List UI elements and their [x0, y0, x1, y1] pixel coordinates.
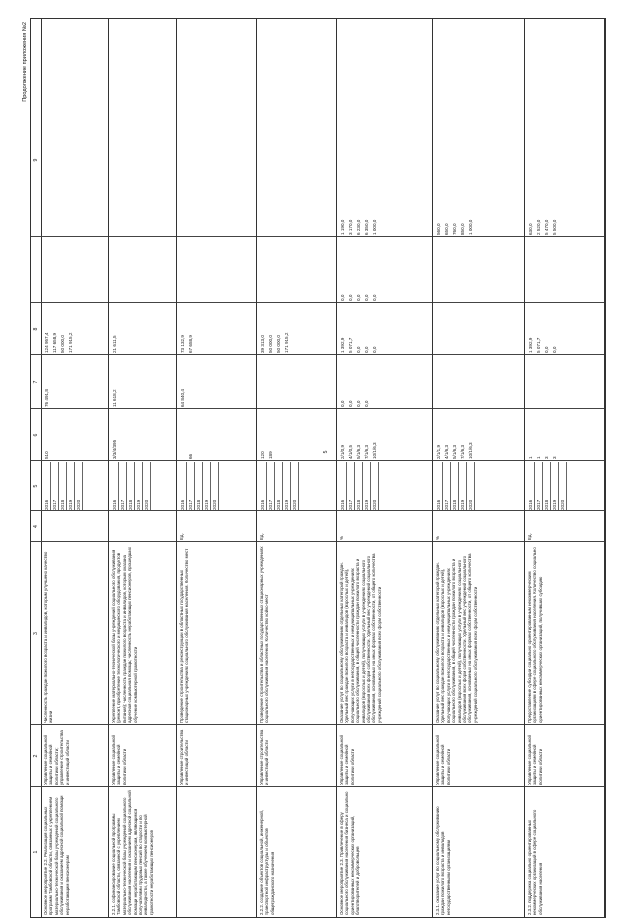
event-cell: Основное мероприятие 2.3. Привлечение в сферу социального обслуживания населения бизнеса и социально ориентированных некоммерческих организаций, благотворителей и добровольцев: [339, 791, 361, 915]
value-cell: [195, 19, 203, 235]
value-cell: [459, 239, 467, 301]
value-cell: 0,0: [544, 346, 549, 353]
year-cell: 2016: [339, 462, 347, 510]
value-cell: [43, 19, 51, 235]
value-cell: [535, 239, 543, 301]
value-cell: [127, 239, 135, 301]
value-cell: [195, 411, 203, 459]
value-cell: [467, 305, 475, 353]
value-cell: [135, 305, 143, 353]
executor-cell: Управление социальной защиты и семейной политики области: [527, 735, 543, 785]
value-cell: 0,0: [364, 400, 369, 407]
value-cell: [535, 357, 543, 407]
value-cell: [275, 357, 283, 407]
value-cell: 1 000,0: [468, 219, 473, 235]
value-cell: 189: [268, 451, 273, 459]
value-cell: 560,0: [436, 223, 441, 235]
value-cell: [443, 305, 451, 353]
value-cell: [195, 305, 203, 353]
value-cell: [119, 239, 127, 301]
value-cell: [143, 357, 151, 407]
indicator-cell: Оказание услуг по социальному обслуживанию отдельных категорий граждан. Удельный вес граждан пожилого возраста и инвалидов (взрослых и детей), получающих услуги в негосударственных и немуниципальных учреждениях социального обслуживания, в общей численности граждан пожилого возраста и инвалидов (взрослых и детей), получающих услуги в учреждениях социального обслуживания всех форм собственности. Удельный вес учреждений социального обслуживания, основанных на иных формах собственности, от общего количества учреждений социального обслуживания всех форм собственности: [339, 553, 382, 723]
value-cell: [59, 357, 67, 407]
page-number: 5: [323, 450, 329, 454]
value-cell: [203, 411, 211, 459]
value-cell: [143, 239, 151, 301]
event-cell: 2.2.1. софинансирование социальной программы Тамбовской области, связанной с укреплением материально-технической базы учреждений социального обслуживания населения и оказанием адресной социальной помощи неработающим пенсионерам, являющимся получателями трудовых пенсий по старости и по инвалидности, а также обучением компьютерной грамотности неработающих пенсионеров: [111, 790, 154, 915]
value-cell: 3: [544, 456, 549, 459]
value-cell: 64 840,4: [180, 389, 185, 407]
executor-cell: Управление социальной защиты и семейной политики области: [111, 735, 127, 785]
value-cell: [143, 305, 151, 353]
value-cell: [267, 19, 275, 235]
value-cell: [59, 239, 67, 301]
value-cell: [195, 239, 203, 301]
value-cell: 7/1/6,3: [460, 444, 465, 459]
value-cell: [291, 19, 299, 235]
value-cell: [119, 305, 127, 353]
header-cell: 2: [33, 754, 39, 758]
value-cell: 0,0: [340, 294, 345, 301]
value-cell: 4/1/6,3: [444, 444, 449, 459]
value-cell: 0,0: [372, 294, 377, 301]
value-cell: 0,0: [356, 346, 361, 353]
year-cell: 2017: [51, 462, 59, 510]
value-cell: [75, 239, 83, 301]
value-cell: [275, 411, 283, 459]
value-cell: [187, 19, 195, 235]
value-cell: 171 915,2: [68, 332, 73, 353]
value-cell: [559, 357, 567, 407]
table-block: [337, 19, 433, 917]
year-cell: 2017: [347, 462, 355, 510]
value-cell: 0,0: [364, 346, 369, 353]
header-cell: 4: [33, 525, 39, 528]
year-cell: 2018: [451, 462, 459, 510]
value-cell: [135, 19, 143, 235]
value-cell: 50 000,0: [60, 335, 65, 353]
value-cell: 1 000,0: [372, 219, 377, 235]
value-cell: [143, 19, 151, 235]
year-cell: 2019: [551, 462, 559, 510]
year-cell: 2020: [291, 462, 299, 510]
table-block: [525, 19, 605, 917]
value-cell: 10/1/6,3: [372, 442, 377, 459]
value-cell: [51, 239, 59, 301]
value-cell: [43, 239, 51, 301]
header-cell: 6: [33, 433, 39, 437]
value-cell: 0,0: [356, 400, 361, 407]
value-cell: [127, 411, 135, 459]
value-cell: 120: [260, 451, 265, 459]
value-cell: [467, 239, 475, 301]
appendix-label: Продолжение приложения №2: [22, 22, 28, 102]
header-cell: 3: [33, 632, 39, 635]
value-cell: [283, 357, 291, 407]
value-cell: 510: [44, 451, 49, 459]
year-cell: 2017: [535, 462, 543, 510]
value-cell: [127, 19, 135, 235]
value-cell: [551, 239, 559, 301]
executor-cell: Управление строительства и инвестиций области: [259, 729, 270, 785]
year-cell: 2020: [467, 462, 475, 510]
value-cell: 0,0: [348, 294, 353, 301]
year-cell: 2017: [443, 462, 451, 510]
value-cell: [179, 19, 187, 235]
value-cell: 3/3/4/395: [112, 439, 117, 459]
value-cell: [211, 239, 219, 301]
rotated-table-page: [22, 18, 610, 918]
indicator-cell: Оказание услуг по социальному обслуживанию отдельных категорий граждан. Удельный вес граждан пожилого возраста и инвалидов (взрослых и детей), получающих услуги в негосударственных и немуниципальных учреждениях социального обслуживания, в общей численности граждан пожилого возраста и инвалидов (взрослых и детей), получающих услуги в учреждениях социального обслуживания всех форм собственности. Удельный вес учреждений социального обслуживания, основанных на иных формах собственности, от общего количества учреждений социального обслуживания всех форм собственности: [435, 553, 478, 723]
table-block: [177, 19, 257, 917]
value-cell: 5 071,7: [536, 337, 541, 353]
year-cell: 2018: [195, 462, 203, 510]
header-cell: 5: [33, 484, 39, 488]
value-cell: 171 915,2: [284, 332, 289, 353]
executor-cell: Управление социальной защиты и семейной политики области: [339, 735, 355, 785]
executor-cell: Управление строительства и инвестиций области: [179, 729, 190, 785]
value-cell: [211, 305, 219, 353]
value-cell: [135, 357, 143, 407]
value-cell: [451, 305, 459, 353]
value-cell: [559, 239, 567, 301]
value-cell: 5 470,0: [544, 219, 549, 235]
year-cell: 2020: [211, 462, 219, 510]
value-cell: [59, 19, 67, 235]
table-block: [257, 19, 337, 917]
value-cell: [67, 19, 75, 235]
year-cell: 2018: [543, 462, 551, 510]
table-block: [433, 19, 525, 917]
value-cell: 117 658,9: [52, 332, 57, 353]
value-cell: [127, 305, 135, 353]
value-cell: [51, 357, 59, 407]
value-cell: 3 170,0: [348, 219, 353, 235]
value-cell: [203, 305, 211, 353]
value-cell: 5 500,0: [552, 219, 557, 235]
value-cell: 73 132,9: [180, 335, 185, 353]
value-cell: 0,0: [552, 346, 557, 353]
unit-cell: [111, 513, 123, 540]
year-cell: 2016: [179, 462, 187, 510]
value-cell: [291, 239, 299, 301]
value-cell: [443, 239, 451, 301]
value-cell: [211, 19, 219, 235]
value-cell: [75, 411, 83, 459]
value-cell: [119, 357, 127, 407]
year-cell: 2018: [59, 462, 67, 510]
value-cell: [179, 411, 187, 459]
unit-cell: Ед.: [527, 533, 532, 540]
value-cell: 2/1/1,9: [436, 444, 441, 459]
year-cell: 2020: [559, 462, 567, 510]
value-cell: 21 611,5: [112, 335, 117, 353]
header-cell: 7: [33, 380, 39, 384]
value-cell: [559, 411, 567, 459]
value-cell: 1 392,9: [528, 337, 533, 353]
unit-cell: %: [339, 536, 344, 540]
value-cell: [111, 239, 119, 301]
value-cell: [119, 19, 127, 235]
unit-cell: [43, 513, 55, 540]
value-cell: 0,0: [364, 294, 369, 301]
year-cell: 2019: [203, 462, 211, 510]
indicator-cell: Укрепление материально-технической базы учреждений социального обслуживания (ремонт, приобретение технологического и медицинского оборудования, продуктов питания); численность граждан пожилого возраста и инвалидов, которым оказана адресная социальная помощь; численность неработающих пенсионеров, прошедших обучение компьютерной грамотности: [111, 546, 138, 723]
value-cell: [211, 357, 219, 407]
value-cell: [135, 411, 143, 459]
value-cell: [559, 305, 567, 353]
value-cell: 3: [552, 456, 557, 459]
value-cell: 5/1/6,3: [452, 444, 457, 459]
indicator-cell: Численность граждан пожилого возраста и инвалидов, которым улучшено качество жизни: [43, 551, 54, 723]
value-cell: 11 618,2: [112, 389, 117, 407]
value-cell: [543, 239, 551, 301]
value-cell: [259, 19, 267, 235]
year-cell: 2017: [187, 462, 195, 510]
value-cell: [283, 19, 291, 235]
value-cell: 50 000,0: [268, 335, 273, 353]
value-cell: [143, 411, 151, 459]
value-cell: [459, 305, 467, 353]
value-cell: [179, 239, 187, 301]
value-cell: [211, 411, 219, 459]
year-cell: 2018: [127, 462, 135, 510]
year-cell: 2019: [459, 462, 467, 510]
value-cell: [275, 239, 283, 301]
header-cell: 9: [33, 158, 39, 162]
value-cell: 650,0: [444, 223, 449, 235]
value-cell: [451, 239, 459, 301]
value-cell: [451, 357, 459, 407]
unit-cell: %: [435, 536, 440, 540]
value-cell: 1: [536, 456, 541, 459]
value-cell: [51, 19, 59, 235]
year-cell: 2019: [67, 462, 75, 510]
event-cell: 2.3.1. оказание услуг по социальному обслуживанию граждан пожилого возраста и инвалидов негосударственными организациями: [435, 806, 451, 915]
value-cell: [259, 239, 267, 301]
value-cell: 6 350,0: [364, 219, 369, 235]
program-table: [30, 18, 606, 918]
value-cell: 4/1/0,5: [348, 444, 353, 459]
event-cell: 2.3.2. поддержка социально ориентированных некоммерческих организаций в сфере социального обслуживания населения: [527, 809, 543, 915]
value-cell: [291, 357, 299, 407]
value-cell: [203, 19, 211, 235]
value-cell: 0,0: [348, 400, 353, 407]
value-cell: [435, 357, 443, 407]
value-cell: [435, 305, 443, 353]
value-cell: 39 313,0: [260, 335, 265, 353]
year-cell: 2016: [435, 462, 443, 510]
value-cell: [459, 357, 467, 407]
value-cell: [203, 357, 211, 407]
header-cell: 8: [33, 327, 39, 331]
header-cell: 1: [33, 850, 39, 854]
event-cell: 2.2.2. создание объектов социальной, инженерной, транспортной инфраструктуры и объектов общегражданского назначения: [259, 809, 275, 915]
value-cell: [527, 239, 535, 301]
year-cell: 2019: [283, 462, 291, 510]
value-cell: [187, 239, 195, 301]
value-cell: 1 190,0: [340, 219, 345, 235]
year-cell: 2017: [267, 462, 275, 510]
executor-cell: Управление социальной защиты и семейной политики области; управление строительства и инвестиций области: [43, 730, 70, 785]
value-cell: [467, 357, 475, 407]
value-cell: [119, 411, 127, 459]
value-cell: [75, 305, 83, 353]
value-cell: 7/1/6,3: [364, 444, 369, 459]
value-cell: 760,0: [452, 223, 457, 235]
value-cell: [559, 19, 567, 235]
value-cell: [551, 357, 559, 407]
value-cell: [51, 411, 59, 459]
indicator-cell: Проведение строительства в областных государственных стационарных учреждениях социального обслуживания населения. Количество койко-мест: [259, 546, 270, 723]
indicator-cell: Предоставление субсидии социально ориентированным некоммерческим организациям в сфере социального обслуживания населения. Количество социально ориентированных некоммерческих организаций, получивших субсидию: [527, 547, 543, 723]
value-cell: 67 658,9: [188, 335, 193, 353]
value-cell: 0,0: [372, 346, 377, 353]
value-cell: 124 957,4: [44, 332, 49, 353]
value-cell: [127, 357, 135, 407]
value-cell: 5/1/6,3: [356, 444, 361, 459]
value-cell: 630,0: [528, 223, 533, 235]
year-cell: 2016: [527, 462, 535, 510]
value-cell: [543, 357, 551, 407]
value-cell: 66: [188, 453, 193, 459]
value-cell: [267, 357, 275, 407]
value-cell: [259, 357, 267, 407]
value-cell: 0,0: [340, 400, 345, 407]
value-cell: [527, 357, 535, 407]
value-cell: 10/1/6,3: [468, 442, 473, 459]
value-cell: 5 071,7: [348, 337, 353, 353]
value-cell: 76 491,8: [44, 389, 49, 407]
value-cell: [435, 239, 443, 301]
value-cell: 50 000,0: [276, 335, 281, 353]
value-cell: [283, 239, 291, 301]
value-cell: [75, 357, 83, 407]
year-cell: 2018: [355, 462, 363, 510]
value-cell: [67, 357, 75, 407]
year-cell: 2019: [363, 462, 371, 510]
table-block: [109, 19, 177, 917]
year-cell: 2018: [275, 462, 283, 510]
value-cell: [291, 305, 299, 353]
year-cell: 2016: [111, 462, 119, 510]
year-cell: 2020: [143, 462, 151, 510]
value-cell: [283, 411, 291, 459]
table-block: [41, 19, 109, 917]
value-cell: [443, 357, 451, 407]
value-cell: [203, 239, 211, 301]
value-cell: [195, 357, 203, 407]
value-cell: 2/1/0,9: [340, 444, 345, 459]
value-cell: [291, 411, 299, 459]
unit-cell: Ед.: [179, 533, 184, 540]
unit-cell: Ед.: [259, 533, 264, 540]
executor-cell: Управление социальной защиты и семейной политики области: [435, 735, 451, 785]
value-cell: [135, 239, 143, 301]
indicator-cell: Проведение строительства и реконструкции в областных государственных стационарных учреждениях социального обслуживания населения. Количество мест: [179, 548, 190, 723]
value-cell: [187, 357, 195, 407]
value-cell: 0,0: [356, 294, 361, 301]
year-cell: 2020: [371, 462, 379, 510]
year-cell: 2020: [75, 462, 83, 510]
year-cell: 2016: [259, 462, 267, 510]
value-cell: 1 392,9: [340, 337, 345, 353]
value-cell: 850,0: [460, 223, 465, 235]
event-cell: Основное мероприятие 2.2. Реализация социальных программ Тамбовской области, связанных с укреплением материально-технической базы учреждений социального обслуживания и оказанием адресной социальной помощи неработающим пенсионерам: [43, 795, 70, 915]
value-cell: 1: [528, 456, 533, 459]
value-cell: [267, 239, 275, 301]
value-cell: [67, 411, 75, 459]
value-cell: [67, 239, 75, 301]
value-cell: 6 230,0: [356, 219, 361, 235]
value-cell: [371, 357, 379, 407]
year-cell: 2016: [43, 462, 51, 510]
event-cell: [179, 789, 255, 915]
value-cell: [75, 19, 83, 235]
value-cell: [111, 19, 119, 235]
year-cell: 2019: [135, 462, 143, 510]
value-cell: 2 520,0: [536, 219, 541, 235]
value-cell: [59, 411, 67, 459]
year-cell: 2017: [119, 462, 127, 510]
value-cell: [275, 19, 283, 235]
